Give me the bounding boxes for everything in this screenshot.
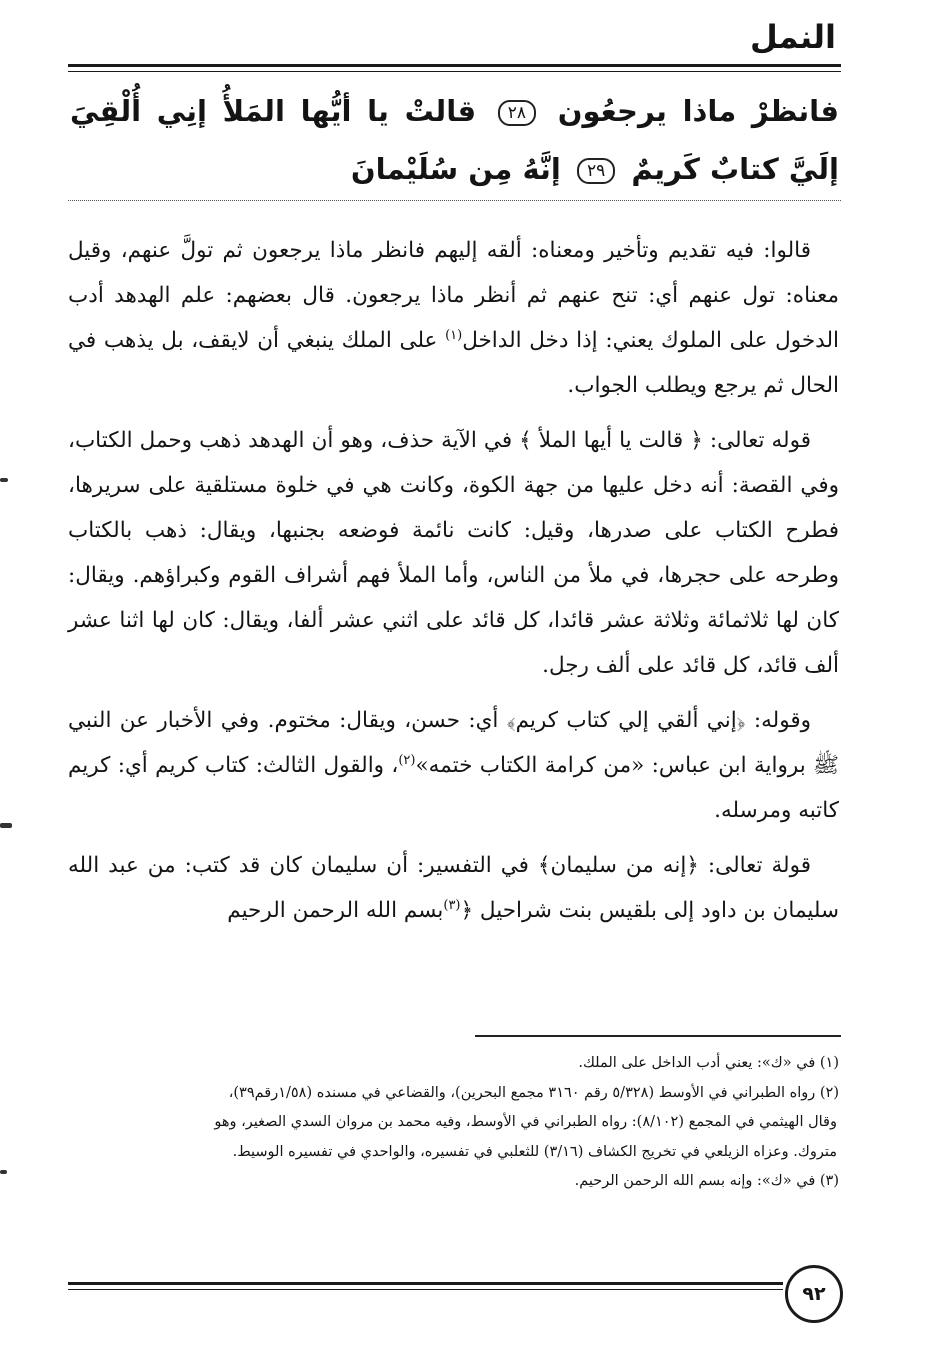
footnote-reference: (٣) [443,897,461,913]
quran-verse-block [70,82,839,198]
header-rule-bottom [68,71,841,72]
footer-rule-bottom [68,1289,783,1290]
verse-part-1: فانظرْ ماذا يرجعُون [557,94,839,128]
footnote-continuation: وقال الهيثمي في المجمع (٨/١٠٢): رواه الطبراني في الأوسط، وفيه محمد بن مروان السدي الصغير، وهو [214,1114,837,1130]
header-rule-top [68,64,841,67]
footnote: (١) في «ك»: يعني أدب الداخل على الملك. [578,1055,839,1071]
paragraph-text: ، والقول الثالث: كتاب كريم أي: كريم كاتبه ومرسله. [68,753,839,823]
sura-name-header: النمل [749,18,836,56]
paragraph [68,843,839,933]
ayah-number-marker: ٢٩ [577,158,615,184]
footnote: (٣) في «ك»: وإنه بسم الله الرحمن الرحيم. [574,1173,839,1189]
verse-separator [68,200,841,201]
paragraph-text: قولة تعالى: ﴿إنه من سليمان﴾ في التفسير: أن سليمان كان قد كتب: من عبد الله سليمان بن داود إلى بلقيس بنت شراحيل ﴿ [68,853,839,923]
footnote-continuation: متروك. وعزاه الزيلعي في تخريج الكشاف (٣/١٦) للثعلبي في تفسيره، والواحدي في تفسيره الوسيط. [232,1143,837,1160]
footnote-reference: (١) [445,327,463,343]
verse-part-2: قالتْ يا أيُّها المَلأُ إنِي أُلْقِيَ إلَيَّ كتابٌ كَريمٌ [70,94,839,186]
footnote-separator [475,1035,841,1037]
footnotes [68,1049,839,1197]
scan-edge-mark [0,1170,7,1174]
paragraph-text: على الملك ينبغي أن لايقف، بل يذهب في الحال ثم يرجع ويطلب الجواب. [68,328,839,398]
paragraph-text: وقوله: ﴿إني ألقي إلي كتاب كريم﴾ أي: حسن، ويقال: مختوم. وفي الأخبار عن النبي ﷺ برواية ابن عباس: «من كرامة الكتاب ختمه» [68,708,839,778]
commentary-text [68,228,839,943]
paragraph [68,228,839,408]
page-number: ٩٢ [785,1265,843,1323]
paragraph [68,418,839,688]
verse-part-3: إنَّهُ مِن سُلَيْمانَ [350,152,561,186]
scan-edge-mark [0,478,8,482]
paragraph [68,698,839,833]
paragraph-text: قوله تعالى: ﴿ قالت يا أيها الملأ ﴾ في الآية حذف، وهو أن الهدهد ذهب وحمل الكتاب، وفي القصة: أنه دخل عليها من جهة الكوة، وكانت هي في خلوة مستلقية على سريرها، فطرح الكتاب على صدرها، وقيل: كانت نائمة فوضعه بجنبها، ويقال: ذهب بالكتاب وطرحه على حجرها، في ملأ من الناس، وأما الملأ فهم أشراف القوم وكبراؤهم. ويقال: كان لها ثلاثمائة وثلاثة عشر قائدا، كل قائد على اثني عشر ألفا، ويقال: كان لها اثنا عشر ألف قائد، كل قائد على ألف رجل. [68,428,839,678]
footer-rule-top [68,1282,783,1285]
footnote-reference: (٢) [398,752,416,768]
footnote: (٢) رواه الطبراني في الأوسط (٥/٣٢٨ رقم ٣١٦٠ مجمع البحرين)، والقضاعي في مسنده (١/٥٨رقم٣٩)، [228,1084,839,1101]
scan-edge-mark [0,823,12,828]
paragraph-text: قالوا: فيه تقديم وتأخير ومعناه: ألقه إليهم فانظر ماذا يرجعون ثم تولَّ عنهم، وقيل معناه: تول عنهم أي: تنح عنهم ثم أنظر ماذا يرجعون. قال بعضهم: علم الهدهد أدب الدخول على الملوك يعني: إذا دخل الداخل [68,238,839,353]
paragraph-text: بسم الله الرحمن الرحيم [227,898,444,923]
ayah-number-marker: ٢٨ [498,100,536,126]
